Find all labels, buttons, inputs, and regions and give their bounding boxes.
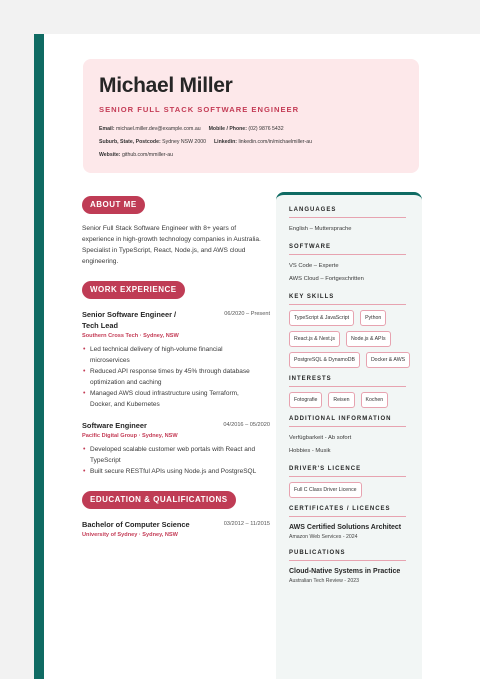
- job-entry: [82, 309, 270, 410]
- job-bullet: • Reduced API response times by 45% through database optimization and caching: [82, 366, 262, 388]
- job-entry-company: Pacific Digital Group · Sydney, NSW: [82, 433, 178, 439]
- phone-line: Mobile / Phone: (02) 9876 5432: [208, 126, 284, 132]
- job-entry-title: Senior Software Engineer / Tech Lead: [82, 310, 177, 330]
- job-bullet: • Developed scalable customer web portals with React and TypeScript: [82, 444, 262, 466]
- person-name: Michael Miller: [99, 74, 233, 97]
- skill-tag: PostgreSQL & DynamoDB: [289, 352, 360, 368]
- job-bullet: • Led technical delivery of high-volume financial microservices: [82, 344, 262, 366]
- publication-title: Cloud-Native Systems in Practice: [289, 568, 401, 575]
- certificate-issuer: Amazon Web Services - 2024: [289, 534, 358, 540]
- languages-heading: LANGUAGES: [289, 205, 406, 218]
- contact-info: [99, 123, 403, 162]
- resume-page: [34, 34, 480, 679]
- skills-heading: KEY SKILLS: [289, 292, 406, 305]
- skill-tag: Python: [360, 310, 386, 326]
- phone-value: (02) 9876 5432: [248, 126, 284, 132]
- additional-heading: ADDITIONAL INFORMATION: [289, 414, 406, 427]
- website-line: Website: github.com/mmiller-au: [99, 152, 174, 158]
- job-entry-dates: 06/2020 – Present: [224, 311, 270, 317]
- linkedin-line: Linkedin: linkedin.com/in/michaelmiller-au: [213, 139, 313, 145]
- job-bullets: [82, 444, 270, 477]
- job-bullets: [82, 344, 270, 410]
- accent-bar: [34, 34, 44, 679]
- resume-header: [83, 59, 419, 173]
- interests-heading: INTERESTS: [289, 374, 406, 387]
- certificate-title: AWS Certified Solutions Architect: [289, 524, 402, 531]
- job-title: SENIOR FULL STACK SOFTWARE ENGINEER: [99, 105, 300, 114]
- job-entry-company: Southern Cross Tech · Sydney, NSW: [82, 333, 179, 339]
- software-item: AWS Cloud – Fortgeschritten: [289, 276, 364, 282]
- skills-tags: [289, 310, 414, 368]
- job-bullet: • Built secure RESTful APIs using Node.js and PostgreSQL: [82, 466, 262, 477]
- job-bullet: • Managed AWS cloud infrastructure using Terraform, Docker, and Kubernetes: [82, 388, 262, 410]
- additional-item: Verfügbarkeit - Ab sofort: [289, 435, 352, 441]
- school-name: University of Sydney · Sydney, NSW: [82, 532, 178, 538]
- address-value: Sydney NSW 2000: [162, 139, 206, 145]
- degree-title: Bachelor of Computer Science: [82, 520, 190, 529]
- interest-tag: Fotografie: [289, 392, 322, 408]
- education-dates: 03/2012 – 11/2015: [223, 521, 270, 527]
- experience-heading: WORK EXPERIENCE: [82, 281, 185, 299]
- licence-heading: DRIVER'S LICENCE: [289, 464, 406, 477]
- about-heading: ABOUT ME: [82, 196, 145, 214]
- education-heading: EDUCATION & QUALIFICATIONS: [82, 491, 236, 509]
- sidebar: [276, 192, 422, 679]
- interest-tag: Reisen: [328, 392, 354, 408]
- website-link[interactable]: github.com/mmiller-au: [121, 152, 174, 158]
- linkedin-link[interactable]: linkedin.com/in/michaelmiller-au: [238, 139, 313, 145]
- address-line: Suburb, State, Postcode: Sydney NSW 2000: [99, 139, 206, 145]
- job-entry: [82, 420, 270, 477]
- skill-tag: Docker & AWS: [366, 352, 410, 368]
- main-column: [82, 194, 270, 540]
- email-value[interactable]: michael.miller.dev@example.com.au: [116, 126, 201, 132]
- software-item: VS Code – Experte: [289, 263, 339, 269]
- skill-tag: Node.js & APIs: [346, 331, 391, 347]
- about-text: Senior Full Stack Software Engineer with 8+ years of experience in high-growth technology companies in Australia. Specialist in TypeScript, React, Node.js, and AWS cloud engineering.: [82, 225, 261, 265]
- job-entry-dates: 04/2016 – 05/2020: [223, 422, 270, 428]
- additional-item: Hobbies - Musik: [289, 448, 331, 454]
- skill-tag: TypeScript & JavaScript: [289, 310, 354, 326]
- publication-source: Australian Tech Review - 2023: [289, 578, 359, 584]
- job-entry-title: Software Engineer: [82, 421, 147, 430]
- software-heading: SOFTWARE: [289, 242, 406, 255]
- email-line: Email: michael.miller.dev@example.com.au: [99, 126, 201, 132]
- licence-tag: Full C Class Driver Licence: [289, 482, 362, 498]
- interests-tags: [289, 392, 414, 408]
- education-entry: [82, 519, 270, 540]
- certificates-heading: CERTIFICATES / LICENCES: [289, 504, 406, 517]
- skill-tag: React.js & Next.js: [289, 331, 340, 347]
- interest-tag: Kochen: [361, 392, 389, 408]
- publications-heading: PUBLICATIONS: [289, 548, 406, 561]
- language-item: English – Muttersprache: [289, 226, 352, 232]
